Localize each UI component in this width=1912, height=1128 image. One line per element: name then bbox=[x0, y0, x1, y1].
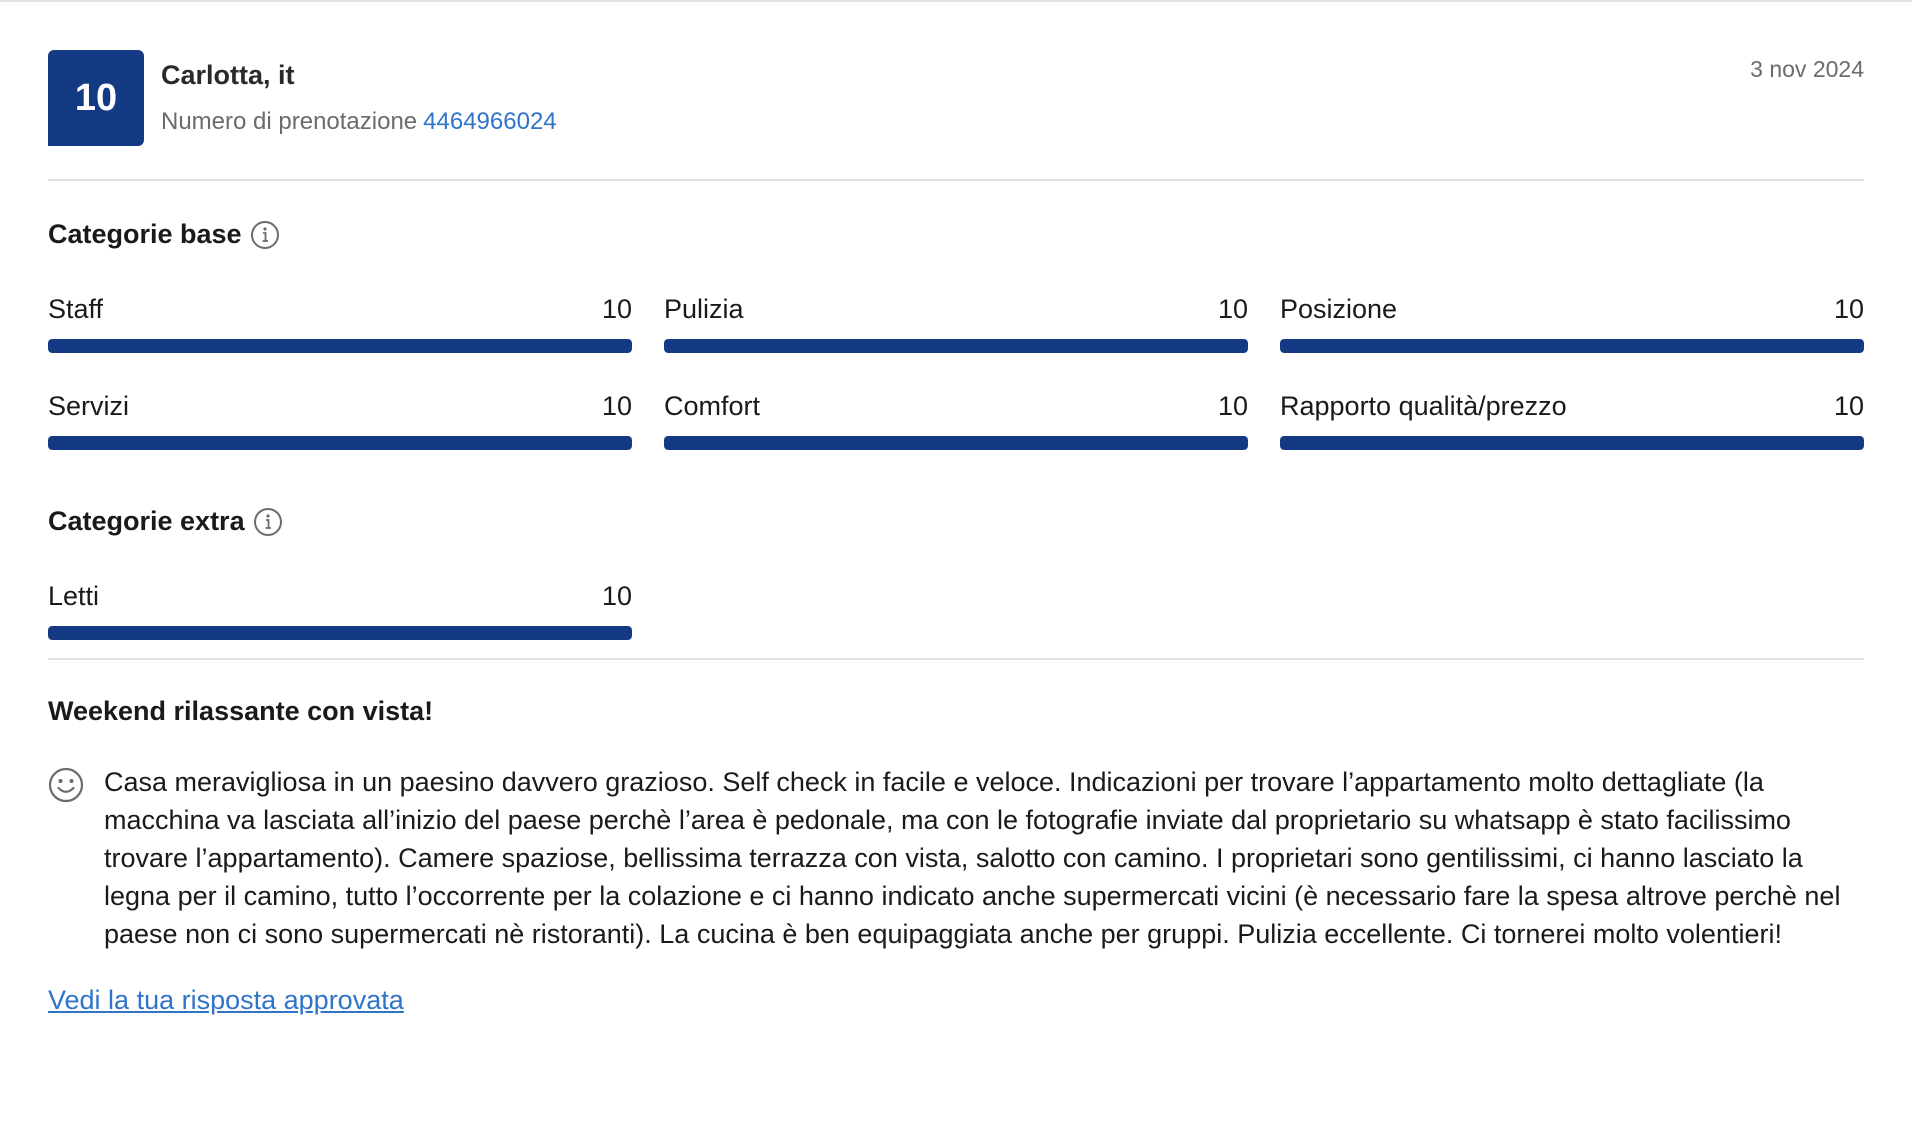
review-body bbox=[48, 763, 1864, 953]
booking-info bbox=[161, 108, 557, 136]
guest-name: Carlotta, it bbox=[161, 60, 295, 90]
review-text: Casa meravigliosa in un paesino davvero grazioso. Self check in facile e veloce. Indicazioni per trovare l’appartamento molto dettagliate (la macchina va lasciata all’inizio del paese perchè l’area è pedonale, ma con le fotografie inviate dal proprietario su whatsapp è stato facilissimo trovare l’appartamento). Camere spaziose, bellissima terrazza con vista, salotto con camino. I proprietari sono gentilissimi, ci hanno lasciato la legna per il camino, tutto l’occorrente per la colazione e ci hanno indicato anche supermercati vicini (è necessario fare la spesa altrove perchè nel paese non ci sono supermercati nè ristoranti). La cucina è ben equipaggiata anche per gruppi. Pulizia eccellente. Ci tornerei molto volentieri! bbox=[104, 767, 1841, 949]
review-card bbox=[48, 50, 1864, 1016]
booking-number-link[interactable]: 4464966024 bbox=[423, 108, 557, 135]
smile-icon bbox=[48, 767, 84, 803]
review-header bbox=[48, 50, 1864, 146]
section-title-base bbox=[48, 219, 1864, 250]
score-bar-fill bbox=[664, 436, 1248, 450]
score-bar bbox=[1280, 436, 1864, 450]
review-date: 3 nov 2024 bbox=[1750, 56, 1864, 82]
booking-label: Numero di prenotazione bbox=[161, 108, 418, 135]
review-title: Weekend rilassante con vista! bbox=[48, 696, 434, 726]
category-label: Rapporto qualità/prezzo bbox=[1280, 391, 1567, 421]
score-badge: 10 bbox=[48, 50, 144, 146]
score-bar bbox=[48, 626, 632, 640]
category-label: Pulizia bbox=[664, 294, 744, 324]
score-bar-fill bbox=[1280, 436, 1864, 450]
extra-categories-grid bbox=[48, 581, 1864, 640]
score-bar bbox=[48, 436, 632, 450]
category-label: Staff bbox=[48, 294, 104, 324]
divider bbox=[48, 179, 1864, 181]
category-rapporto-qualita-prezzo bbox=[1280, 391, 1864, 450]
category-score: 10 bbox=[601, 581, 632, 611]
category-score: 10 bbox=[1217, 391, 1248, 421]
category-posizione bbox=[1280, 294, 1864, 353]
category-comfort bbox=[664, 391, 1248, 450]
approved-response-link[interactable]: Vedi la tua risposta approvata bbox=[48, 985, 404, 1015]
score-bar-fill bbox=[48, 436, 632, 450]
section-title-base-label: Categorie base bbox=[48, 219, 242, 249]
section-title-extra-label: Categorie extra bbox=[48, 506, 245, 536]
score-bar-fill bbox=[48, 626, 632, 640]
score-bar-fill bbox=[48, 339, 632, 353]
category-score: 10 bbox=[601, 294, 632, 324]
score-bar-fill bbox=[664, 339, 1248, 353]
score-bar bbox=[664, 339, 1248, 353]
base-categories-grid bbox=[48, 294, 1864, 450]
info-icon[interactable] bbox=[250, 220, 280, 250]
category-pulizia bbox=[664, 294, 1248, 353]
score-bar bbox=[1280, 339, 1864, 353]
category-label: Servizi bbox=[48, 391, 130, 421]
score-bar bbox=[48, 339, 632, 353]
top-border bbox=[0, 0, 1912, 2]
category-label: Letti bbox=[48, 581, 100, 611]
category-score: 10 bbox=[1833, 294, 1864, 324]
category-score: 10 bbox=[1217, 294, 1248, 324]
divider bbox=[48, 658, 1864, 660]
score-bar-fill bbox=[1280, 339, 1864, 353]
category-staff bbox=[48, 294, 632, 353]
info-icon[interactable] bbox=[253, 507, 283, 537]
category-score: 10 bbox=[1833, 391, 1864, 421]
category-label: Posizione bbox=[1280, 294, 1398, 324]
category-score: 10 bbox=[601, 391, 632, 421]
category-servizi bbox=[48, 391, 632, 450]
category-letti bbox=[48, 581, 632, 640]
section-title-extra bbox=[48, 506, 1864, 537]
score-bar bbox=[664, 436, 1248, 450]
category-label: Comfort bbox=[664, 391, 761, 421]
